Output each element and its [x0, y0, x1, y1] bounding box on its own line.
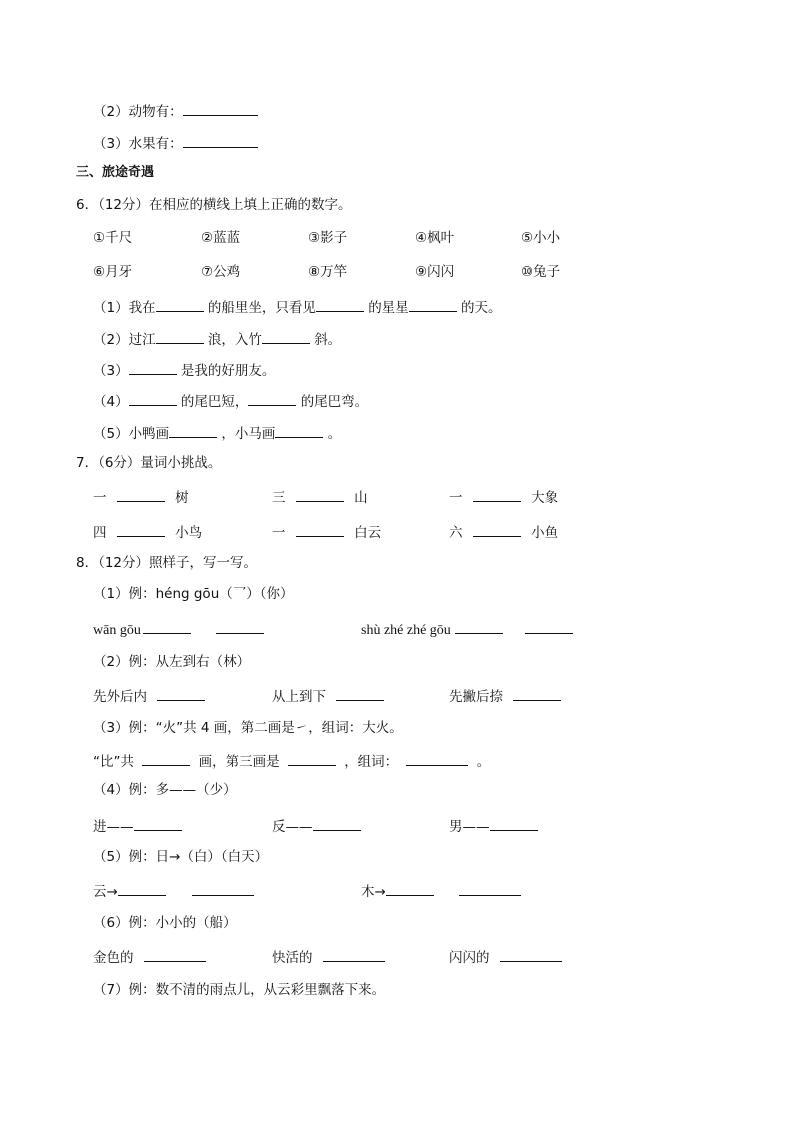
- answer-blank[interactable]: [500, 947, 562, 962]
- q6-text: 斜。: [314, 332, 342, 348]
- answer-blank[interactable]: [275, 423, 323, 438]
- antonym-label: 反——: [272, 819, 313, 835]
- answer-blank[interactable]: [216, 619, 264, 634]
- q6-option: ⑩兔子: [521, 264, 561, 280]
- q8-part4-item: [93, 816, 182, 836]
- q6-title: 6．（12分）在相应的横线上填上正确的数字。: [76, 197, 352, 213]
- q7-noun: 小鸟: [175, 525, 203, 541]
- answer-blank[interactable]: [313, 816, 361, 831]
- answer-blank[interactable]: [142, 751, 190, 766]
- q5-part3: [93, 133, 258, 153]
- q6-text: （2）过江: [93, 332, 156, 348]
- q8-part6-item: [272, 947, 385, 967]
- pinyin-label: shù zhé zhé gōu: [361, 623, 451, 638]
- q6-text: （4）: [93, 394, 129, 410]
- q7-numeral: 六: [449, 525, 463, 541]
- q7-title: 7．（6分）量词小挑战。: [76, 455, 222, 471]
- q6-text: （1）我在: [93, 300, 156, 316]
- q7-numeral: 三: [272, 490, 286, 506]
- answer-blank[interactable]: [288, 751, 336, 766]
- answer-blank[interactable]: [144, 947, 206, 962]
- q8-part1-row: [525, 619, 573, 639]
- q7-numeral: 四: [93, 525, 107, 541]
- add-stroke-label: 木→: [361, 884, 386, 900]
- q8-part2-item: [449, 686, 561, 706]
- q6-sentence-5: [93, 423, 341, 443]
- q7-item: [93, 522, 202, 542]
- q8-part5-item: [93, 881, 166, 901]
- q7-noun: 白云: [354, 525, 382, 541]
- q6-option: ②蓝蓝: [201, 230, 241, 246]
- answer-blank[interactable]: [156, 329, 204, 344]
- q8-part2-example: （2）例：从左到右（林）: [93, 654, 251, 670]
- q7-numeral: 一: [449, 490, 463, 506]
- answer-blank[interactable]: [473, 487, 521, 502]
- q8-part4-item: [272, 816, 361, 836]
- answer-blank[interactable]: [192, 881, 254, 896]
- answer-blank[interactable]: [129, 391, 177, 406]
- q8-text: “比”共: [93, 754, 134, 770]
- q6-option: ⑧万竿: [308, 264, 348, 280]
- q7-item: [449, 487, 558, 507]
- answer-blank[interactable]: [156, 297, 204, 312]
- q8-part1-row: [361, 619, 503, 640]
- q6-sentence-3: [93, 360, 275, 380]
- q8-part2-item: [93, 686, 205, 706]
- answer-blank[interactable]: [336, 686, 384, 701]
- answer-blank[interactable]: [296, 522, 344, 537]
- q6-option: ⑨闪闪: [415, 264, 455, 280]
- answer-blank[interactable]: [459, 881, 521, 896]
- answer-blank[interactable]: [409, 297, 457, 312]
- answer-blank[interactable]: [118, 881, 166, 896]
- q8-text: 画，第三画是: [198, 754, 280, 770]
- q6-text: 的天。: [460, 300, 502, 316]
- q8-part4-item: [449, 816, 538, 836]
- answer-blank[interactable]: [134, 816, 182, 831]
- q5-part2: [93, 101, 258, 121]
- answer-blank[interactable]: [169, 423, 217, 438]
- q8-part5-example: （5）例：日→（白）（白天）: [93, 849, 269, 865]
- answer-blank[interactable]: [183, 101, 258, 116]
- q7-item: [272, 522, 381, 542]
- answer-blank[interactable]: [157, 686, 205, 701]
- answer-blank[interactable]: [386, 881, 434, 896]
- q7-noun: 树: [175, 490, 189, 506]
- answer-blank[interactable]: [323, 947, 385, 962]
- q6-sentence-4: [93, 391, 368, 411]
- q8-part6-example: （6）例：小小的（船）: [93, 915, 237, 931]
- q8-part1-row: [216, 619, 264, 639]
- add-stroke-label: 云→: [93, 884, 118, 900]
- q8-part4-example: （4）例：多——（少）: [93, 782, 237, 798]
- q6-option: ④枫叶: [415, 230, 455, 246]
- q6-option: ①千尺: [93, 230, 133, 246]
- answer-blank[interactable]: [513, 686, 561, 701]
- answer-blank[interactable]: [473, 522, 521, 537]
- q6-text: 的星星: [368, 300, 409, 316]
- q8-part5-item: [459, 881, 521, 901]
- q6-option: ⑤小小: [521, 230, 561, 246]
- antonym-label: 男——: [449, 819, 490, 835]
- q6-sentence-2: [93, 329, 341, 349]
- describe-label: 金色的: [93, 950, 134, 966]
- q5-part3-label: （3）水果有：: [93, 136, 183, 152]
- q7-noun: 小鱼: [531, 525, 559, 541]
- q6-option: ③影子: [308, 230, 348, 246]
- answer-blank[interactable]: [296, 487, 344, 502]
- q6-text: 。: [327, 426, 342, 442]
- stroke-order-label: 先外后内: [93, 689, 147, 705]
- answer-blank[interactable]: [183, 133, 258, 148]
- answer-blank[interactable]: [455, 619, 503, 634]
- q7-item: [272, 487, 368, 507]
- q8-part1-example: （1）例：héng gōu（乛）（你）: [93, 586, 294, 602]
- antonym-label: 进——: [93, 819, 134, 835]
- describe-label: 闪闪的: [449, 950, 490, 966]
- answer-blank[interactable]: [117, 487, 165, 502]
- stroke-order-label: 从上到下: [272, 689, 326, 705]
- answer-blank[interactable]: [406, 751, 468, 766]
- q6-text: 是我的好朋友。: [180, 363, 276, 379]
- q8-part3-row: [93, 751, 490, 771]
- q6-text: 浪，入竹: [207, 332, 262, 348]
- q7-item: [449, 522, 558, 542]
- q6-text: 的船里坐，只看见: [207, 300, 316, 316]
- pinyin-label: wān gōu: [93, 623, 141, 638]
- answer-blank[interactable]: [129, 360, 177, 375]
- q8-part6-item: [449, 947, 562, 967]
- describe-label: 快活的: [272, 950, 313, 966]
- answer-blank[interactable]: [316, 297, 364, 312]
- q8-text: 。: [476, 754, 491, 770]
- answer-blank[interactable]: [262, 329, 310, 344]
- stroke-order-label: 先撇后捺: [449, 689, 503, 705]
- q8-part3-example: （3）例：“火”共 4 画，第二画是㇀，组词：大火。: [93, 720, 403, 736]
- q6-sentence-1: [93, 297, 501, 317]
- answer-blank[interactable]: [143, 619, 191, 634]
- answer-blank[interactable]: [248, 391, 296, 406]
- q8-title: 8．（12分）照样子，写一写。: [76, 555, 258, 571]
- answer-blank[interactable]: [525, 619, 573, 634]
- answer-blank[interactable]: [490, 816, 538, 831]
- q6-text: （5）小鸭画: [93, 426, 170, 442]
- section-heading: 三、旅途奇遇: [76, 165, 155, 180]
- q8-part5-item: [192, 881, 254, 901]
- q7-numeral: 一: [93, 490, 107, 506]
- q5-part2-label: （2）动物有：: [93, 104, 183, 120]
- q6-text: 的尾巴弯。: [300, 394, 369, 410]
- q6-text: 的尾巴短，: [180, 394, 249, 410]
- q7-numeral: 一: [272, 525, 286, 541]
- q7-noun: 山: [354, 490, 368, 506]
- q8-text: ，组词：: [344, 754, 399, 770]
- q6-text: ，小马画: [221, 426, 276, 442]
- q6-option: ⑥月牙: [93, 264, 133, 280]
- q6-text: （3）: [93, 363, 129, 379]
- q8-part2-item: [272, 686, 384, 706]
- q7-noun: 大象: [531, 490, 559, 506]
- q8-part5-item: [361, 881, 434, 901]
- answer-blank[interactable]: [117, 522, 165, 537]
- q8-part7-example: （7）例：数不清的雨点儿，从云彩里飘落下来。: [93, 982, 386, 998]
- q8-part6-item: [93, 947, 206, 967]
- q7-item: [93, 487, 189, 507]
- q6-option: ⑦公鸡: [201, 264, 241, 280]
- q8-part1-row: [93, 619, 191, 640]
